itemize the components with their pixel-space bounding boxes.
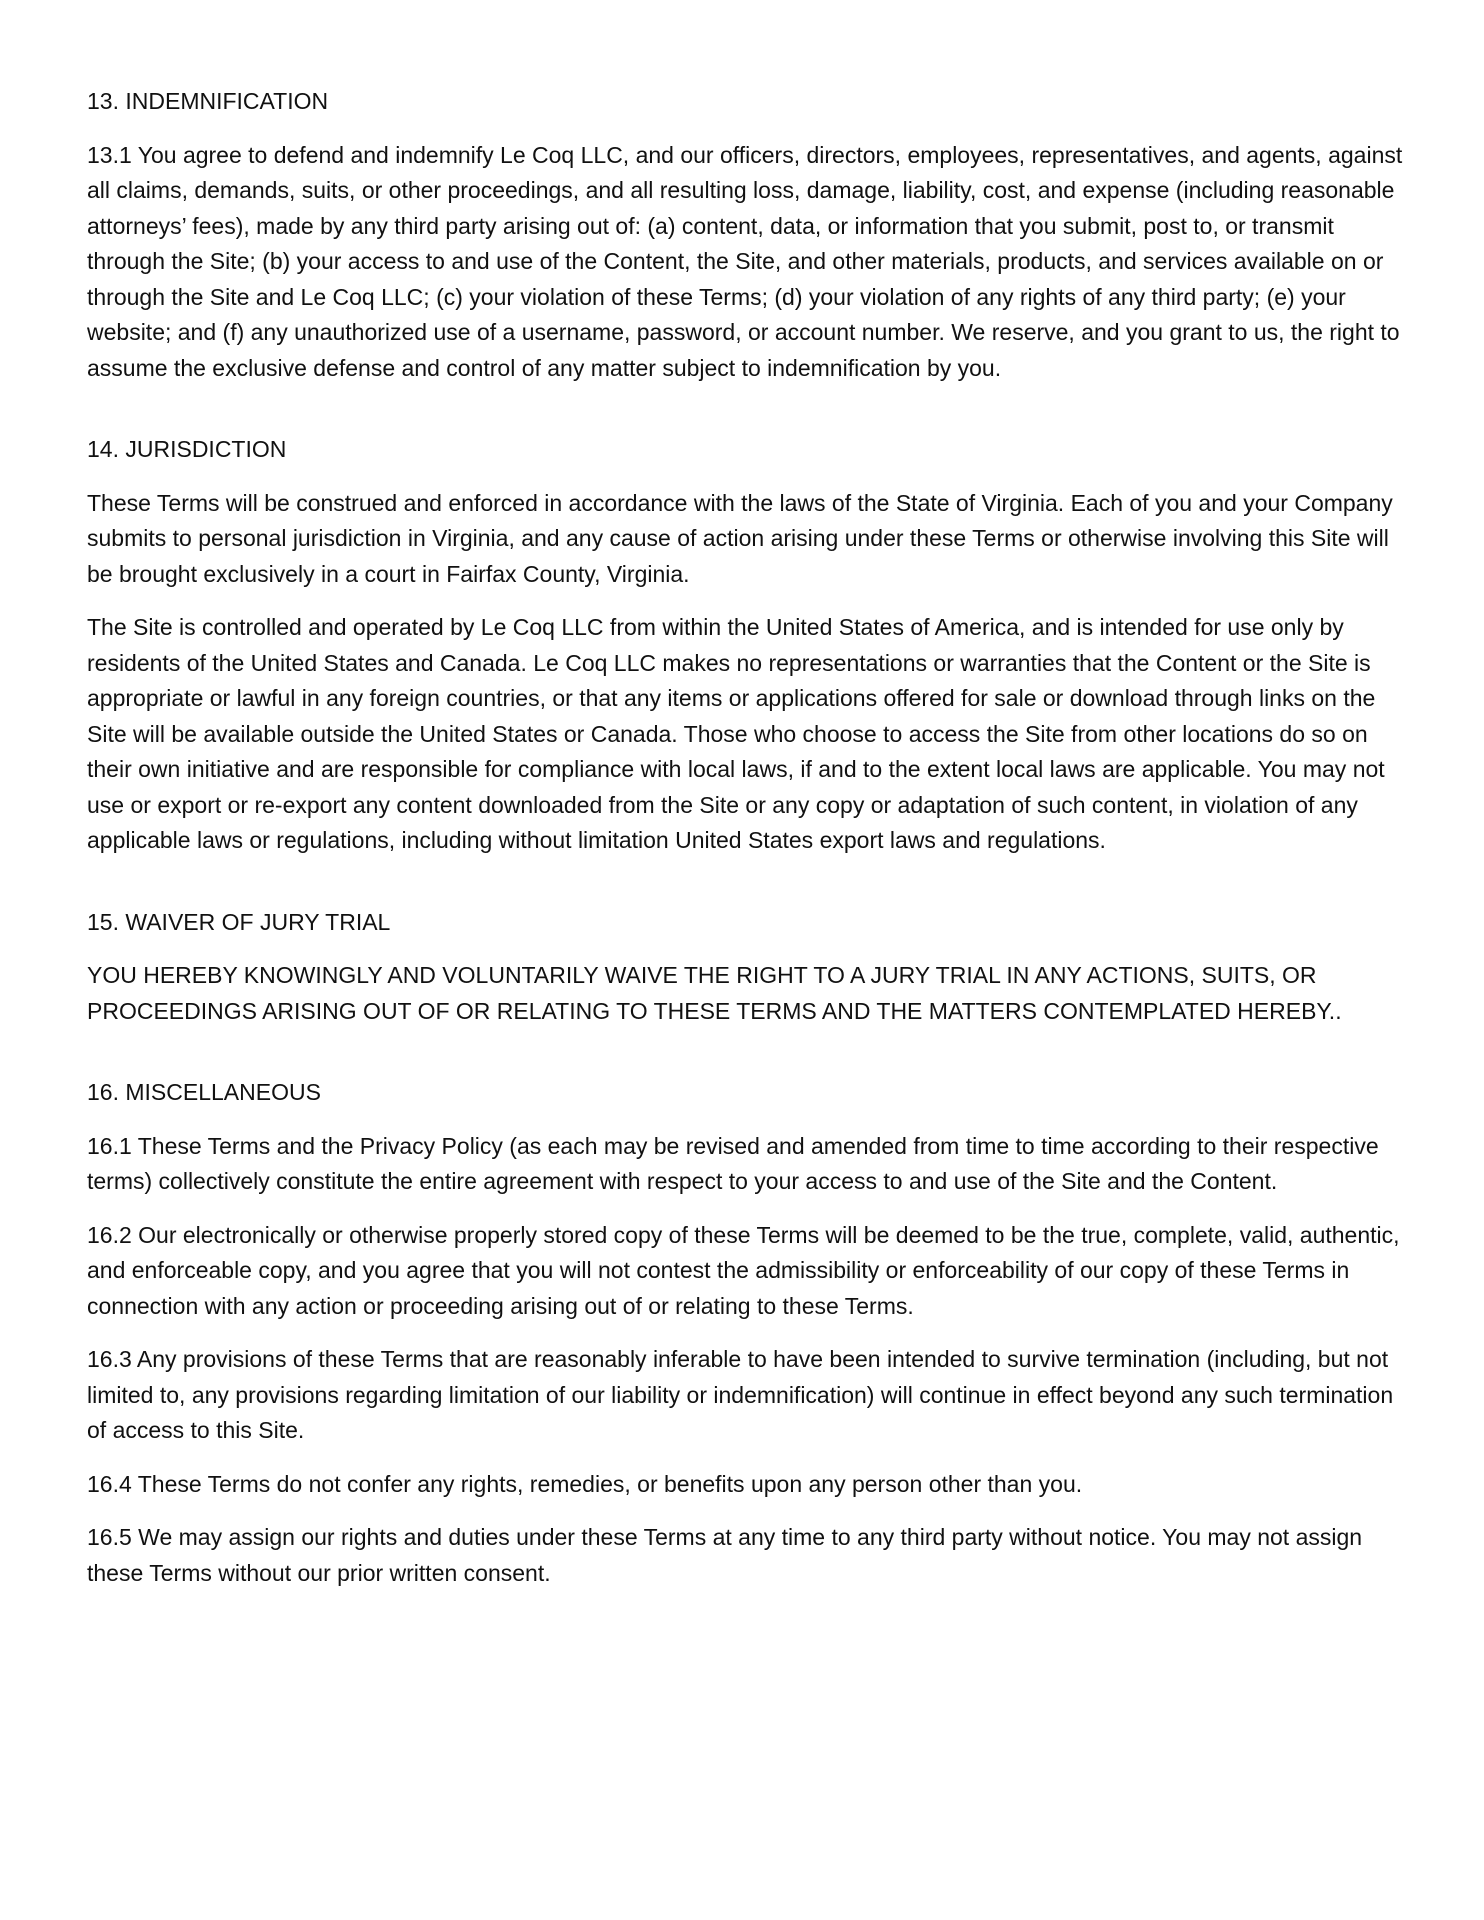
section-jurisdiction	[87, 432, 1407, 859]
section-heading: 13. INDEMNIFICATION	[87, 88, 329, 114]
paragraph: 13.1 You agree to defend and indemnify Le Coq LLC, and our officers, directors, employees, representatives, and agents, against all claims, demands, suits, or other proceedings, and all resulting loss, damage, liability, cost, and expense (including reasonable attorneys’ fees), made by any third party arising out of: (a) content, data, or information that you submit, post to, or transmit through the Site; (b) your access to and use of the Content, the Site, and other materials, products, and services available on or through the Site and Le Coq LLC; (c) your violation of these Terms; (d) your violation of any rights of any third party; (e) your website; and (f) any unauthorized use of a username, password, or account number. We reserve, and you grant to us, the right to assume the exclusive defense and control of any matter subject to indemnification by you.	[87, 141, 1403, 381]
paragraph: The Site is controlled and operated by Le Coq LLC from within the United States of America, and is intended for use only by residents of the United States and Canada. Le Coq LLC makes no representations or warranties that the Content or the Site is appropriate or lawful in any foreign countries, or that any items or applications offered for sale or download through links on the Site will be available outside the United States or Canada. Those who choose to access the Site from other locations do so on their own initiative and are responsible for compliance with local laws, if and to the extent local laws are applicable. You may not use or export or re-export any content downloaded from the Site or any copy or adaptation of such content, in violation of any applicable laws or regulations, including without limitation United States export laws and regulations.	[87, 614, 1385, 853]
paragraph: 16.4 These Terms do not confer any rights, remedies, or benefits upon any person other than you.	[87, 1470, 1083, 1497]
document-page	[87, 84, 1407, 1609]
section-miscellaneous	[87, 1075, 1407, 1591]
section-heading: 16. MISCELLANEOUS	[87, 1079, 321, 1105]
section-waiver-of-jury-trial	[87, 905, 1407, 1030]
paragraph: These Terms will be construed and enforced in accordance with the laws of the State of Virginia. Each of you and your Company submits to personal jurisdiction in Virginia, and any cause of action arising under these Terms or otherwise involving this Site will be brought exclusively in a court in Fairfax County, Virginia.	[87, 489, 1393, 587]
section-heading: 15. WAIVER OF JURY TRIAL	[87, 908, 391, 935]
paragraph: YOU HEREBY KNOWINGLY AND VOLUNTARILY WAIVE THE RIGHT TO A JURY TRIAL IN ANY ACTIONS, SUITS, OR PROCEEDINGS ARISING OUT OF OR RELATING TO THESE TERMS AND THE MATTERS CONTEMPLATED HEREBY..	[87, 962, 1342, 1024]
section-indemnification	[87, 84, 1407, 386]
paragraph: 16.1 These Terms and the Privacy Policy (as each may be revised and amended from time to time according to their respective terms) collectively constitute the entire agreement with respect to your access to and use of the Site and the Content.	[87, 1132, 1379, 1194]
paragraph: 16.3 Any provisions of these Terms that are reasonably inferable to have been intended to survive termination (including, but not limited to, any provisions regarding limitation of our liability or indemnification) will continue in effect beyond any such termination of access to this Site.	[87, 1346, 1394, 1443]
paragraph: 16.5 We may assign our rights and duties under these Terms at any time to any third party without notice. You may not assign these Terms without our prior written consent.	[87, 1524, 1363, 1586]
section-heading: 14. JURISDICTION	[87, 436, 287, 462]
paragraph: 16.2 Our electronically or otherwise properly stored copy of these Terms will be deemed to be the true, complete, valid, authentic, and enforceable copy, and you agree that you will not contest the admissibility or enforceability of our copy of these Terms in connection with any action or proceeding arising out of or relating to these Terms.	[87, 1221, 1400, 1319]
